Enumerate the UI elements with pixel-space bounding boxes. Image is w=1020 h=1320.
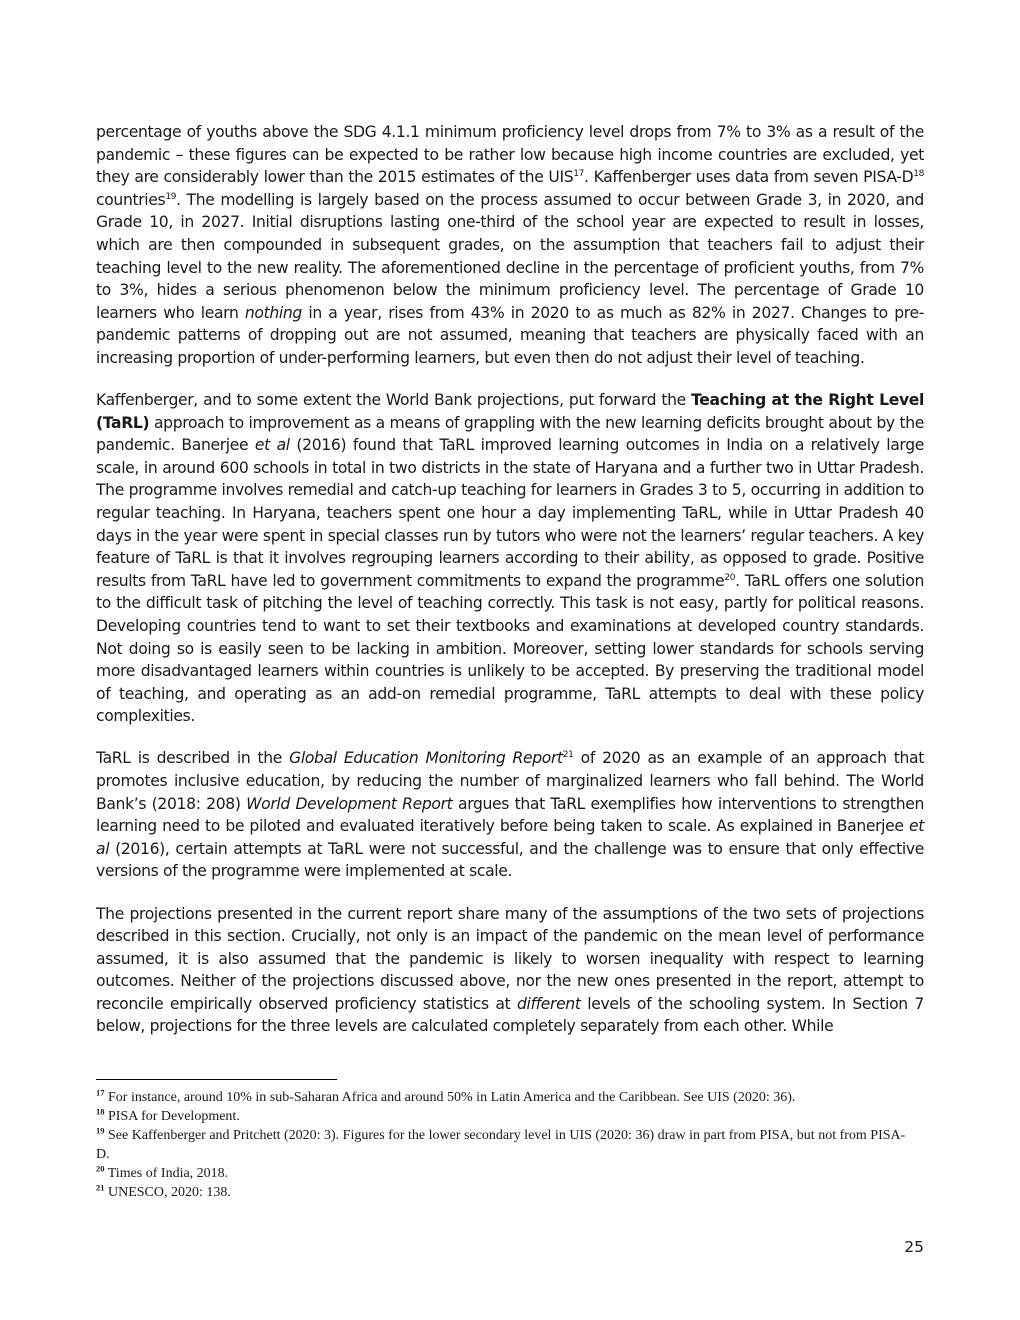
- paragraph-1: [96, 121, 924, 370]
- paragraph-text: of 2020 as an example of an approach that promotes inclusive education, by reducing the number of marginalized learners who fall behind. The World Bank’s (2018: 208): [96, 749, 924, 813]
- footnote-ref-18[interactable]: 18: [913, 169, 924, 179]
- paragraph-text: levels of the schooling system. In Section 7 below, projections for the three levels are calculated completely separately from each other. While: [96, 994, 925, 1036]
- emphasis-text: World Development Report: [246, 794, 453, 813]
- footnote-text: Times of India, 2018.: [104, 1166, 229, 1181]
- paragraph-4: [96, 903, 924, 1039]
- paragraph-text: (2016), certain attempts at TaRL were not successful, and the challenge was to ensure that only effective versions of the programme were implemented at scale.: [96, 839, 924, 881]
- footnote-ref-20[interactable]: 20: [724, 572, 736, 583]
- paragraph-text: percentage of youths above the SDG 4.1.1 minimum proficiency level drops from 7% to 3% as a result of the pandemic – these figures can be expected to be rather low because high income countries are excluded, yet they are considerably lower than the 2015 estimates of the UIS: [96, 123, 924, 187]
- footnote-19: [96, 1126, 908, 1164]
- emphasis-text: et al: [254, 436, 290, 455]
- footnote-text: UNESCO, 2020: 138.: [104, 1185, 231, 1200]
- paragraph-text: in a year, rises from 43% in 2020 to as much as 82% in 2027. Changes to pre-pandemic patterns of dropping out are not assumed, meaning that teachers are physically faced with an increasing proportion of under-performing learners, but even then do not adjust their level of teaching.: [96, 303, 924, 367]
- emphasis-text: nothing: [244, 303, 302, 322]
- paragraph-text: TaRL is described in the: [96, 749, 290, 768]
- page-number: 25: [904, 1238, 924, 1256]
- paragraph-text: (2016) found that TaRL improved learning outcomes in India on a relatively large scale, in around 600 schools in total in two districts in the state of Haryana and a further two in Uttar Pradesh. The programme involves remedial and catch-up teaching for learners in Grades 3 to 5, occurring in addition to regular teaching. In Haryana, teachers spent one hour a day implementing TaRL, while in Uttar Pradesh 40 days in the year were spent in special classes run by tutors who were not the learners’ regular teachers. A key feature of TaRL is that it involves regrouping learners according to their ability, as opposed to grade. Positive results from TaRL have led to government commitments to expand the programme: [96, 436, 924, 590]
- paragraph-text: . TaRL offers one solution to the difficult task of pitching the level of teaching correctly. This task is not easy, partly for political reasons. Developing countries tend to want to set their textbooks and examinations at developed country standards. Not doing so is easily seen to be lacking in ambition. Moreover, setting lower standards for schools serving more disadvantaged learners within countries is unlikely to be accepted. By preserving the traditional model of teaching, and operating as an add-on remedial programme, TaRL attempts to deal with these policy complexities.: [96, 571, 924, 726]
- paragraph-3: [96, 747, 924, 883]
- footnote-number: 20: [96, 1163, 105, 1174]
- paragraph-text: . Kaffenberger uses data from seven PISA-D: [584, 168, 914, 187]
- footnote-text: PISA for Development.: [104, 1109, 240, 1124]
- body-text: [96, 121, 924, 1058]
- footnote-ref-21[interactable]: 21: [562, 750, 574, 761]
- paragraph-text: countries: [96, 190, 166, 209]
- footnote-21: [96, 1183, 908, 1202]
- paragraph-text: approach to improvement as a means of grappling with the new learning deficits brought about by the pandemic. Banerjee: [96, 413, 924, 455]
- footnote-number: 21: [96, 1182, 105, 1193]
- footnote-18: [96, 1107, 908, 1126]
- paragraph-2: [96, 389, 924, 728]
- footnote-ref-19[interactable]: 19: [165, 191, 177, 202]
- emphasis-text: et al: [96, 817, 924, 858]
- footnote-number: 18: [96, 1106, 105, 1117]
- footnotes: [96, 1088, 908, 1202]
- footnote-number: 17: [96, 1087, 105, 1098]
- paragraph-text: argues that TaRL exemplifies how interventions to strengthen learning need to be piloted and evaluated iteratively before being taken to scale. As explained in Banerjee: [96, 794, 925, 836]
- bold-term: Teaching at the Right Level (TaRL): [96, 391, 924, 432]
- emphasis-text: different: [516, 994, 581, 1013]
- footnote-separator: [96, 1079, 337, 1080]
- footnote-17: [96, 1088, 908, 1107]
- footnote-20: [96, 1164, 908, 1183]
- paragraph-text: . The modelling is largely based on the process assumed to occur between Grade 3, in 2020, and Grade 10, in 2027. Initial disruptions lasting one-third of the school year are expected to result in losses, which are then compounded in subsequent grades, on the assumption that teachers fail to adjust their teaching level to the new reality. The aforementioned decline in the percentage of proficient youths, from 7% to 3%, hides a serious phenomenon below the minimum proficiency level. The percentage of Grade 10 learners who learn: [96, 190, 924, 322]
- paragraph-text: Kaffenberger, and to some extent the World Bank projections, put forward the: [96, 391, 692, 410]
- footnote-text: For instance, around 10% in sub-Saharan Africa and around 50% in Latin America and the Caribbean. See UIS (2020: 36).: [104, 1090, 796, 1105]
- paragraph-text: The projections presented in the current report share many of the assumptions of the two sets of projections described in this section. Crucially, not only is an impact of the pandemic on the mean level of performance assumed, it is also assumed that the pandemic is likely to worsen inequality with respect to learning outcomes. Neither of the projections discussed above, nor the new ones presented in the report, attempt to reconcile empirically observed proficiency statistics at: [96, 904, 924, 1013]
- footnote-text: See Kaffenberger and Pritchett (2020: 3). Figures for the lower secondary level in UIS (2020: 36) draw in part from PISA, but not from PISA-D.: [96, 1128, 906, 1162]
- emphasis-text: Global Education Monitoring Report: [289, 749, 563, 768]
- footnote-number: 19: [96, 1125, 105, 1136]
- footnote-ref-17[interactable]: 17: [573, 169, 585, 179]
